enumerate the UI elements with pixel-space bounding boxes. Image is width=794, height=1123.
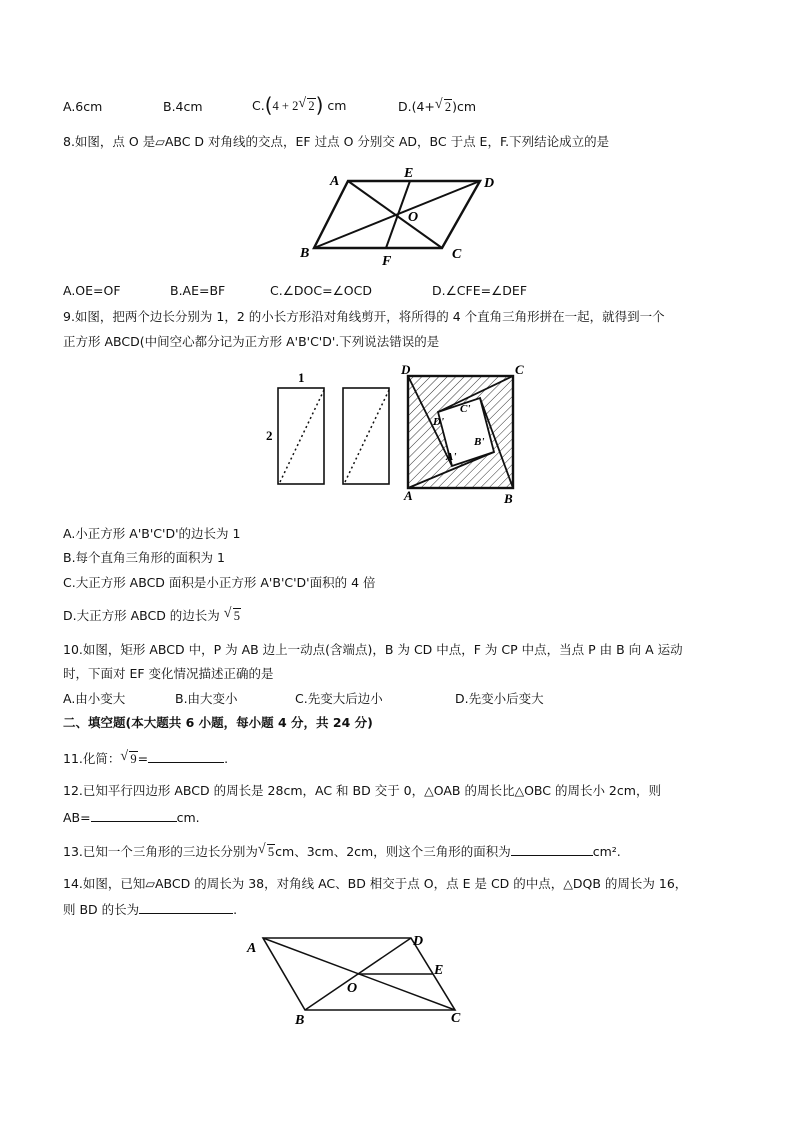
q10-stem-line2: 时，下面对 EF 变化情况描述正确的是 [63,666,274,681]
q9-rect-2 [343,388,389,484]
q9-label-one: 1 [298,370,305,385]
q14-prefix: 则 BD 的长为 [63,902,140,917]
q7-option-c-sqrt: √ 2 [298,96,315,113]
q9-option-a: A.小正方形 A'B'C'D'的边长为 1 [63,526,241,541]
q8-option-d: D.∠CFE=∠DEF [432,283,528,298]
q13-prefix: 13.已知一个三角形的三边长分别为 [63,844,258,859]
q12-line1: 12.已知平行四边形 ABCD 的周长是 28cm，AC 和 BD 交于 0，△OAB 的周长比△OBC 的周长小 2cm，则 [63,783,661,798]
q8-option-b: B.AE=BF [170,283,226,298]
q8-label-c: C [452,247,462,262]
q14-suffix: . [233,902,238,917]
q14-line1: 14.如图，已知▱ABCD 的周长为 38，对角线 AC、BD 相交于点 O，点 E 是 CD 的中点，△DQB 的周长为 16， [63,876,688,891]
q11-suffix: . [224,751,229,766]
section-2-heading: 二、填空题(本大题共 6 小题，每小题 4 分，共 24 分) [63,715,373,730]
q12-line2 [63,807,200,827]
q9-rect-1 [278,388,324,484]
q8-label-d: D [484,176,495,191]
q14-label-c: C [451,1011,461,1026]
q7-option-d-unit: )cm [452,99,477,114]
q10-stem-line1: 10.如图，矩形 ABCD 中，P 为 AB 边上一动点(含端点)，B 为 CD 中点，F 为 CP 中点，当点 P 由 B 向 A 运动 [63,642,683,657]
q9-label-a: A [404,488,413,503]
q8-label-a: A [330,174,340,189]
q9-label-cp: C' [460,403,471,415]
q14-label-d: D [413,934,424,949]
q9-label-b: B [504,491,513,506]
q9-label-dp: D' [433,416,444,428]
q9-figure [258,362,548,507]
q9-option-d [63,607,241,625]
q11-sqrt: √ 9 [120,749,137,766]
q8-option-a: A.OE=OF [63,283,121,298]
q9-option-b: B.每个直角三角形的面积为 1 [63,550,225,565]
q7-option-d-prefix: D.(4+ [398,99,435,114]
q9-option-c: C.大正方形 ABCD 面积是小正方形 A'B'C'D'面积的 4 倍 [63,575,376,590]
q11 [63,748,228,768]
q7-option-a: A.6cm [63,99,103,114]
q12-prefix: AB= [63,810,91,825]
q11-prefix: 11.化简： [63,751,121,766]
q7-option-d-sqrt: √ 2 [434,97,452,114]
q7-option-c-expr: 4 + 2 [272,99,299,113]
q8-label-f: F [382,254,392,269]
q9-stem-line2: 正方形 ABCD(中间空心都分记为正方形 A'B'C'D'.下列说法错误的是 [63,334,440,349]
q8-option-c: C.∠DOC=∠OCD [270,283,372,298]
q10-option-a: A.由小变大 [63,691,126,706]
q9-label-ap: A' [446,451,457,463]
q9-label-two: 2 [266,428,273,443]
q7-option-b: B.4cm [163,99,203,114]
q11-equals: = [137,751,149,766]
q7-option-d [398,98,476,116]
q9-label-d: D [401,362,411,377]
q7-option-c-prefix: C. [252,98,265,113]
q14-line2 [63,899,237,919]
q8-label-o: O [408,210,419,225]
q14-label-o: O [347,981,358,996]
q11-answer-blank[interactable] [148,748,224,763]
q13-sqrt: √ 5 [257,842,275,859]
q10-option-c: C.先变大后边小 [295,691,383,706]
q14-label-e: E [434,963,444,978]
q14-parallelogram-figure [243,928,473,1028]
q9-option-d-sqrt: √ 5 [223,606,241,623]
q8-label-b: B [300,246,310,261]
q14-label-a: A [247,941,257,956]
q14-label-b: B [295,1013,305,1028]
q9-label-bp: B' [474,436,485,448]
q8-parallelogram-figure [300,165,520,275]
q8-label-e: E [404,166,414,181]
q9-option-d-text: D.大正方形 ABCD 的边长为 [63,608,220,623]
q14-answer-blank[interactable] [139,899,233,914]
q10-option-b: B.由大变小 [175,691,238,706]
q8-stem: 8.如图，点 O 是▱ABC D 对角线的交点，EF 过点 O 分别交 AD，BC 于点 E，F.下列结论成立的是 [63,134,610,149]
q12-answer-blank[interactable] [91,807,177,822]
q13-middle: cm、3cm、2cm，则这个三角形的面积为 [275,844,511,859]
q9-label-c: C [515,362,524,377]
q12-suffix: cm. [176,810,200,825]
q9-stem-line1: 9.如图，把两个边长分别为 1，2 的小长方形沿对角线剪开，将所得的 4 个直角三角形拼在一起，就得到一个 [63,309,665,324]
q13-answer-blank[interactable] [511,841,593,856]
q13-unit: cm². [592,844,621,859]
q10-option-d: D.先变小后变大 [455,691,544,706]
q7-option-c-unit: cm [327,98,347,113]
q7-option-c: C.(4 + 2 √ 2) cm [252,93,347,117]
q13 [63,841,621,861]
